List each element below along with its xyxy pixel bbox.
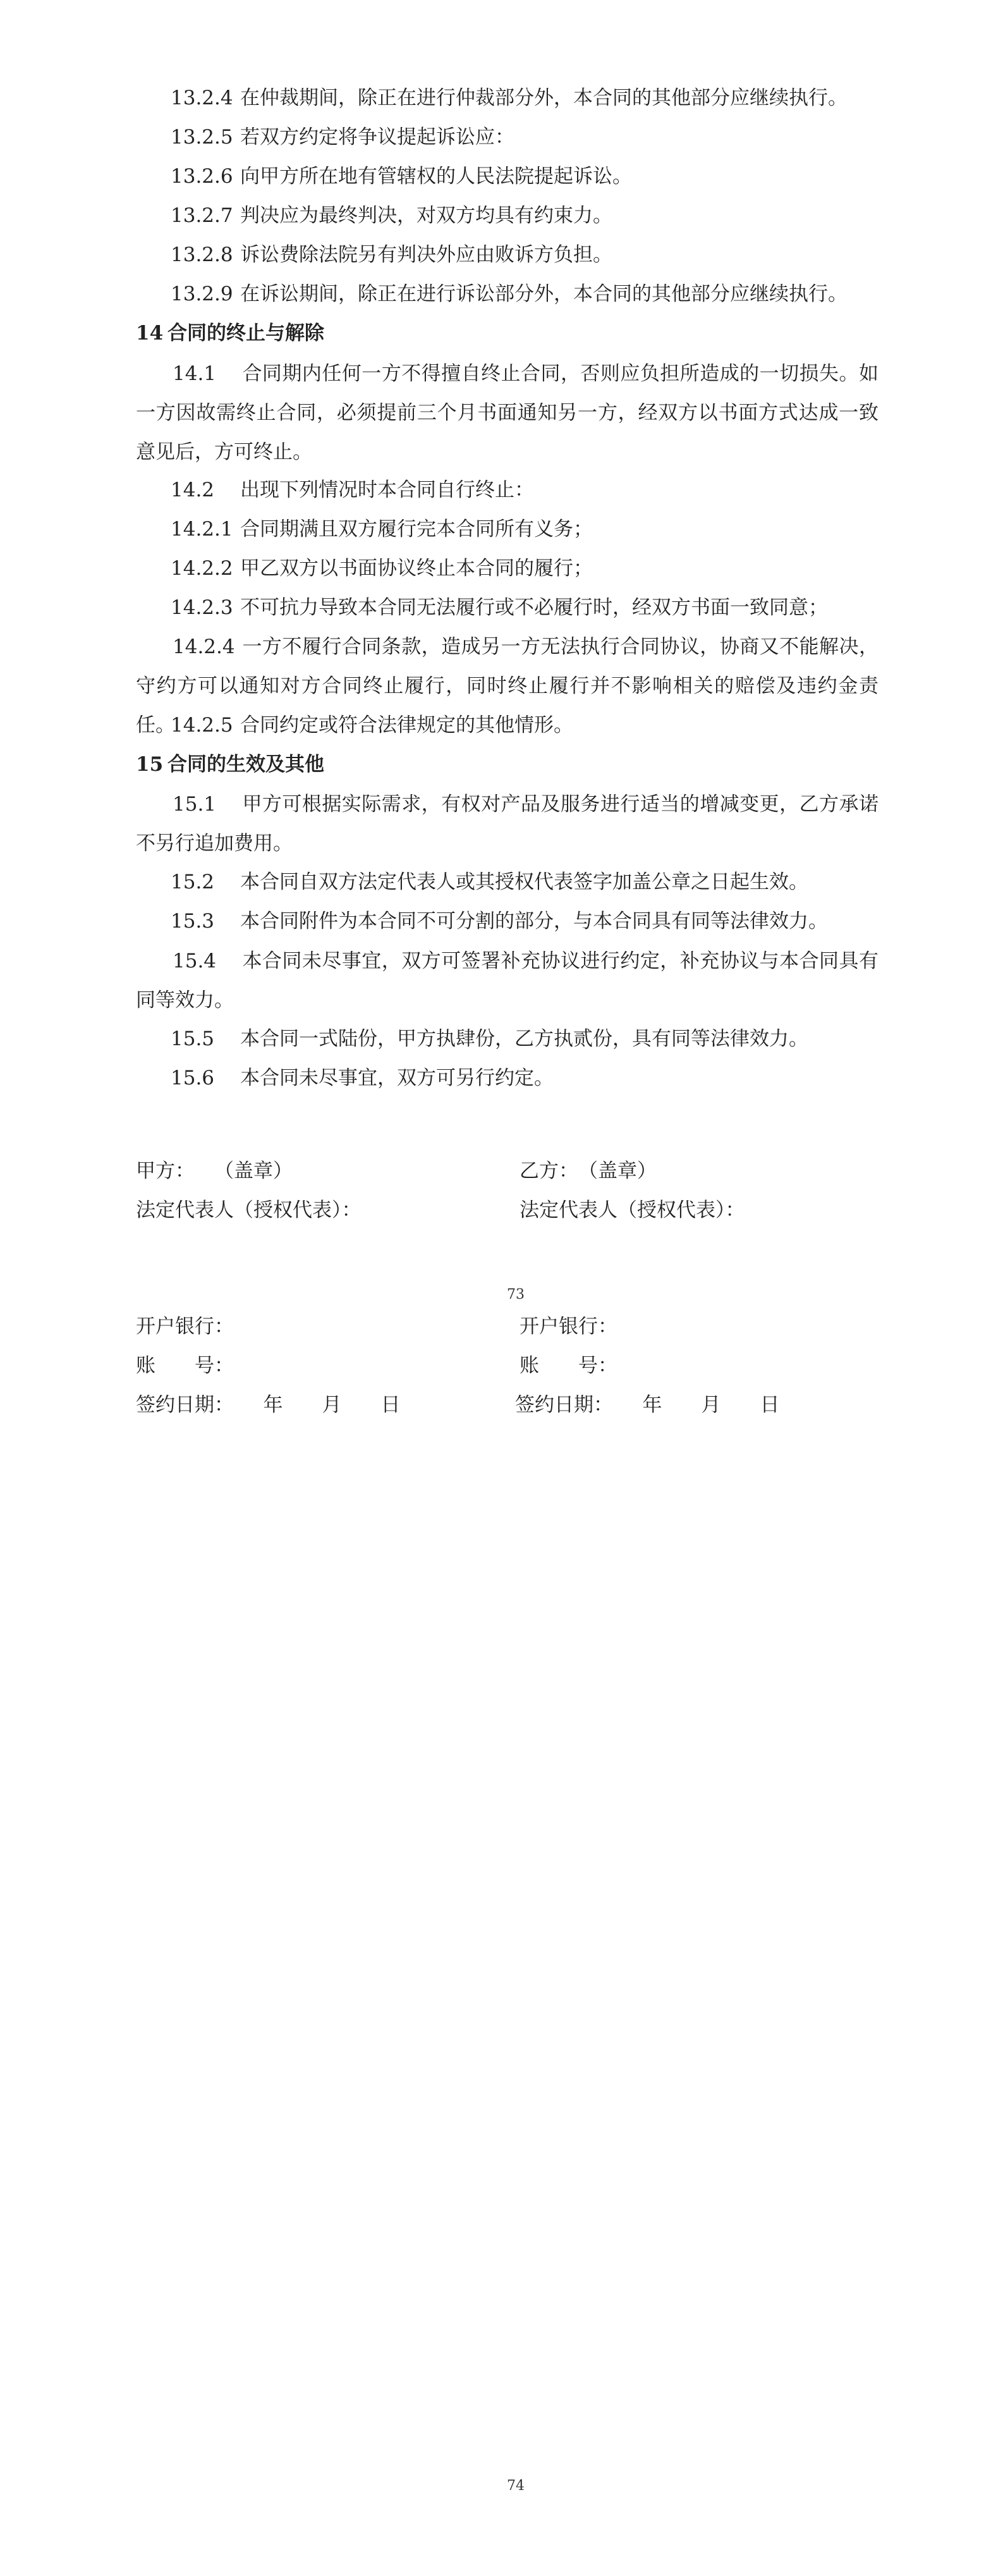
clause-14-2-1	[171, 517, 593, 542]
clause-number: 13.2.8	[171, 243, 233, 266]
clause-text: 本合同自双方法定代表人或其授权代表签字加盖公章之日起生效。	[240, 871, 808, 893]
clause-15-3	[171, 909, 828, 934]
party-a-sign-date: 签约日期： 年 月 日	[136, 1394, 401, 1416]
party-a-bank: 开户银行：	[136, 1315, 234, 1338]
clause-text: 本合同未尽事宜，双方可另行约定。	[240, 1067, 554, 1089]
party-a-account: 账 号：	[136, 1354, 234, 1377]
clause-number: 14.2.1	[171, 518, 233, 541]
clause-text: 判决应为最终判决，对双方均具有约束力。	[240, 204, 612, 227]
clause-text: 一方不履行合同条款，造成另一方无法执行合同协议，协商又不能解决，守约方可以通知对方合同终止履行，同时终止履行并不影响相关的赔偿及违约金责任。	[136, 635, 878, 737]
clause-14-1	[136, 354, 878, 472]
clause-number: 15.6	[171, 1067, 215, 1089]
section-title: 合同的生效及其他	[167, 753, 324, 776]
clause-14-2-2	[171, 556, 593, 581]
party-b-account: 账 号：	[520, 1354, 617, 1377]
section-14-heading	[136, 321, 324, 346]
clause-text: 合同期内任何一方不得擅自终止合同，否则应负担所造成的一切损失。如一方因故需终止合同，必须提前三个月书面通知另一方，经双方以书面方式达成一致意见后，方可终止。	[136, 362, 878, 463]
clause-14-2	[171, 477, 534, 503]
clause-text: 本合同未尽事宜，双方可签署补充协议进行约定，补充协议与本合同具有同等效力。	[136, 950, 878, 1012]
party-b-representative: 法定代表人（授权代表）：	[520, 1199, 745, 1222]
clause-text: 合同期满且双方履行完本合同所有义务；	[240, 518, 593, 541]
clause-13-2-7	[171, 203, 612, 228]
clause-15-5	[171, 1026, 808, 1052]
clause-13-2-5	[171, 125, 514, 150]
clause-13-2-4	[171, 85, 848, 111]
clause-number: 14.2.2	[171, 557, 233, 580]
party-b-bank: 开户银行：	[520, 1315, 617, 1338]
clause-text: 本合同附件为本合同不可分割的部分，与本合同具有同等法律效力。	[240, 910, 828, 933]
clause-number: 14.2.3	[171, 596, 233, 619]
clause-text: 本合同一式陆份，甲方执肆份，乙方执贰份，具有同等法律效力。	[240, 1027, 808, 1050]
clause-text: 不可抗力导致本合同无法履行或不必履行时，经双方书面一致同意；	[240, 596, 828, 619]
clause-number: 15.3	[171, 910, 215, 933]
clause-13-2-9	[171, 281, 848, 307]
clause-14-2-5	[171, 713, 573, 738]
clause-number: 15.1	[173, 793, 217, 816]
section-number: 15	[136, 753, 164, 776]
section-number: 14	[136, 322, 164, 345]
section-15-heading	[136, 752, 324, 777]
party-b-sign-date: 签约日期： 年 月 日	[515, 1394, 780, 1416]
page-number-bottom: 74	[507, 2478, 525, 2494]
clause-number: 13.2.9	[171, 283, 233, 305]
clause-number: 15.4	[173, 950, 217, 972]
clause-text: 诉讼费除法院另有判决外应由败诉方负担。	[240, 243, 612, 266]
clause-13-2-8	[171, 242, 612, 267]
party-a-representative: 法定代表人（授权代表）：	[136, 1199, 362, 1222]
clause-15-4	[136, 941, 878, 1020]
clause-number: 14.2.4	[173, 635, 235, 658]
clause-number: 13.2.7	[171, 204, 233, 227]
clause-15-6	[171, 1065, 554, 1091]
clause-number: 14.2	[171, 479, 215, 501]
clause-number: 13.2.4	[171, 87, 233, 109]
clause-text: 在仲裁期间，除正在进行仲裁部分外，本合同的其他部分应继续执行。	[240, 87, 848, 109]
clause-text: 甲乙双方以书面协议终止本合同的履行；	[240, 557, 593, 580]
clause-text: 若双方约定将争议提起诉讼应：	[240, 126, 514, 149]
clause-13-2-6	[171, 164, 632, 189]
clause-number: 14.2.5	[171, 714, 233, 737]
clause-number: 14.1	[173, 362, 217, 385]
clause-number: 13.2.6	[171, 165, 233, 188]
page-number-middle: 73	[507, 1287, 525, 1303]
clause-15-1	[136, 785, 878, 863]
clause-text: 合同约定或符合法律规定的其他情形。	[240, 714, 573, 737]
clause-14-2-3	[171, 595, 828, 620]
party-b-label: 乙方： （盖章）	[520, 1160, 657, 1182]
clause-15-2	[171, 869, 808, 895]
clause-text: 甲方可根据实际需求，有权对产品及服务进行适当的增减变更，乙方承诺不另行追加费用。	[136, 793, 878, 855]
clause-text: 向甲方所在地有管辖权的人民法院提起诉讼。	[240, 165, 632, 188]
clause-text: 出现下列情况时本合同自行终止：	[240, 479, 534, 501]
clause-number: 13.2.5	[171, 126, 233, 149]
party-a-label: 甲方： （盖章）	[136, 1160, 293, 1182]
clause-text: 在诉讼期间，除正在进行诉讼部分外，本合同的其他部分应继续执行。	[240, 283, 848, 305]
section-title: 合同的终止与解除	[167, 322, 324, 345]
clause-number: 15.5	[171, 1027, 215, 1050]
clause-number: 15.2	[171, 871, 215, 893]
